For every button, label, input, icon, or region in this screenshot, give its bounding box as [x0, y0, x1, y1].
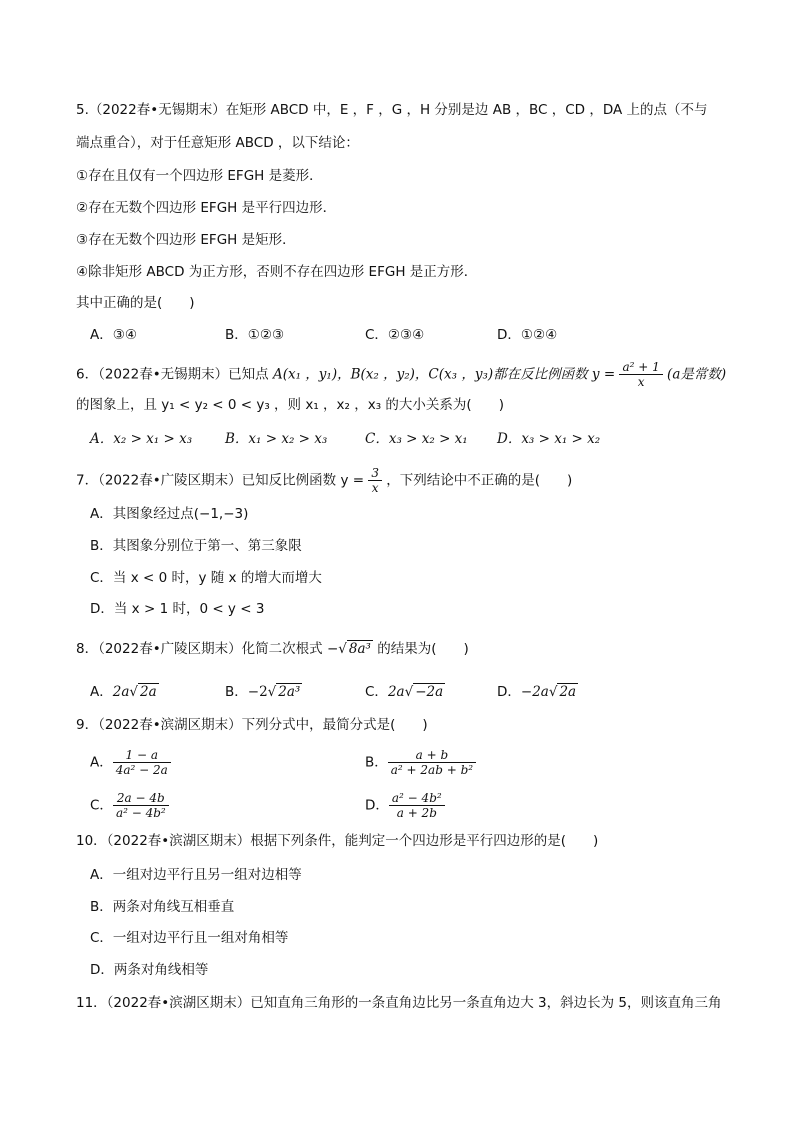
q5-option-b[interactable]: B．①②③	[225, 327, 285, 343]
q6-postfix: (a是常数)	[667, 366, 727, 383]
q8-option-c-coef: 2a	[387, 684, 405, 700]
q10-option-c[interactable]: C．一组对边平行且一组对角相等	[90, 930, 289, 946]
q7-line-1	[76, 466, 572, 495]
q9-option-d-num: a² − 4b²	[389, 791, 445, 806]
q6-option-d[interactable]: D．x₃ > x₁ > x₂	[497, 431, 601, 447]
q8-option-a-label: A．	[90, 684, 113, 700]
q7-fraction	[368, 466, 382, 495]
q9-option-b-label: B．	[365, 754, 388, 771]
q8-option-a-radical: √ 2a	[129, 684, 157, 700]
q9-option-d-den: a + 2b	[396, 806, 437, 820]
q9-option-c[interactable]	[90, 791, 169, 820]
q9-option-a-label: A．	[90, 754, 113, 771]
q6-prefix: 6．（2022春•无锡期末）已知点	[76, 366, 269, 383]
q8-option-d-label: D．	[497, 684, 521, 700]
q8-option-a-radicand: 2a	[140, 684, 157, 700]
q9-option-b-fraction	[388, 748, 476, 777]
q5-conclusion-1: ①存在且仅有一个四边形 EFGH 是菱形．	[76, 168, 323, 184]
q8-option-d-radicand: 2a	[559, 684, 577, 700]
q7-option-c[interactable]: C．当 x < 0 时，y 随 x 的增大而增大	[90, 570, 322, 586]
q8-option-a[interactable]	[90, 683, 159, 701]
q8-option-b-radical: √ 2a³	[267, 684, 301, 700]
q8-option-b-coef: −2	[247, 684, 268, 700]
q7-option-d[interactable]: D．当 x > 1 时，0 < y < 3	[90, 601, 265, 617]
q5-line-1: 5.（2022春•无锡期末）在矩形 ABCD 中，E ，F ，G ，H 分别是边 AB ，BC ，CD ，DA 上的点（不与	[76, 102, 708, 118]
q8-option-b-label: B．	[225, 684, 248, 700]
q8-option-c-radical: √ −2a	[404, 684, 444, 700]
q9-option-d[interactable]	[365, 791, 445, 820]
q10-option-d[interactable]: D．两条对角线相等	[90, 962, 209, 978]
q8-radicand: 8a³	[348, 641, 371, 657]
q5-conclusion-4: ④除非矩形 ABCD 为正方形，否则不存在四边形 EFGH 是正方形．	[76, 264, 478, 280]
q9-option-b[interactable]	[365, 748, 476, 777]
q8-radical: √ 8a³	[338, 641, 371, 657]
q7-frac-den: x	[371, 481, 379, 495]
q9-option-c-den: a² − 4b²	[115, 806, 166, 820]
q8-option-b-radicand: 2a³	[278, 684, 301, 700]
q8-option-c-radicand: −2a	[415, 684, 444, 700]
q8-option-b[interactable]	[225, 683, 302, 701]
q7-prefix: 7．（2022春•广陵区期末）已知反比例函数 y =	[76, 472, 365, 489]
q9-option-d-fraction	[389, 791, 445, 820]
q7-postfix: ，下列结论中不正确的是( )	[386, 472, 573, 489]
q8-option-d-radical: √ 2a	[548, 684, 577, 700]
q7-frac-num: 3	[368, 466, 382, 481]
q6-option-b[interactable]: B．x₁ > x₂ > x₃	[225, 431, 328, 447]
q10-stem: 10．（2022春•滨湖区期末）根据下列条件，能判定一个四边形是平行四边形的是( )	[76, 833, 599, 849]
q6-frac-den: x	[637, 375, 645, 389]
q5-conclusion-2: ②存在无数个四边形 EFGH 是平行四边形．	[76, 200, 337, 216]
q9-option-b-num: a + b	[388, 748, 476, 763]
q9-option-c-num: 2a − 4b	[113, 791, 169, 806]
q8-option-d[interactable]	[497, 683, 578, 701]
q6-frac-num: a² + 1	[619, 360, 662, 375]
q9-option-c-label: C．	[90, 797, 113, 814]
q8-option-a-coef: 2a	[112, 684, 130, 700]
q9-option-d-label: D．	[365, 797, 389, 814]
q9-option-a[interactable]	[90, 748, 171, 777]
q5-conclusion-3: ③存在无数个四边形 EFGH 是矩形．	[76, 232, 296, 248]
q6-fraction	[619, 360, 662, 389]
q8-prefix: 8．（2022春•广陵区期末）化简二次根式 −	[76, 641, 339, 657]
q7-option-a[interactable]: A．其图象经过点(−1,−3)	[90, 506, 249, 522]
q5-option-d[interactable]: D．①②④	[497, 327, 558, 343]
q9-option-a-den: 4a² − 2a	[115, 763, 168, 777]
q8-stem	[76, 640, 469, 658]
q9-option-b-den: a² + 2ab + b²	[390, 763, 474, 777]
q7-option-b[interactable]: B．其图象分别位于第一、第三象限	[90, 538, 302, 554]
q6-option-a[interactable]: A．x₂ > x₁ > x₃	[90, 431, 193, 447]
q8-postfix: 的结果为( )	[377, 641, 469, 657]
q6-line-1	[76, 360, 726, 389]
q5-option-c[interactable]: C．②③④	[365, 327, 425, 343]
q10-option-b[interactable]: B．两条对角线互相垂直	[90, 899, 235, 915]
q11-stem: 11．（2022春•滨湖区期末）已知直角三角形的一条直角边比另一条直角边大 3，斜边长为 5，则该直角三角	[76, 995, 722, 1011]
q9-option-a-fraction	[113, 748, 171, 777]
q8-option-c-label: C．	[365, 684, 388, 700]
q5-option-a[interactable]: A．③④	[90, 327, 137, 343]
q10-option-a[interactable]: A．一组对边平行且另一组对边相等	[90, 867, 302, 883]
q5-line-2: 端点重合），对于任意矩形 ABCD ，以下结论：	[76, 135, 359, 151]
q6-option-c[interactable]: C．x₃ > x₂ > x₁	[365, 431, 468, 447]
q5-stem: 其中正确的是( )	[76, 295, 195, 311]
q8-option-d-coef: −2a	[520, 684, 549, 700]
q8-option-c[interactable]	[365, 683, 445, 701]
q9-stem: 9．（2022春•滨湖区期末）下列分式中，最简分式是( )	[76, 717, 428, 733]
q6-points: A(x₁ ，y₁)，B(x₂ ，y₂)，C(x₃ ，y₃)都在反比例函数 y =	[272, 366, 616, 383]
q6-line-2: 的图象上，且 y₁ < y₂ < 0 < y₃ ，则 x₁ ，x₂ ，x₃ 的大小关系为( )	[76, 397, 504, 413]
q9-option-c-fraction	[113, 791, 169, 820]
q9-option-a-num: 1 − a	[113, 748, 171, 763]
